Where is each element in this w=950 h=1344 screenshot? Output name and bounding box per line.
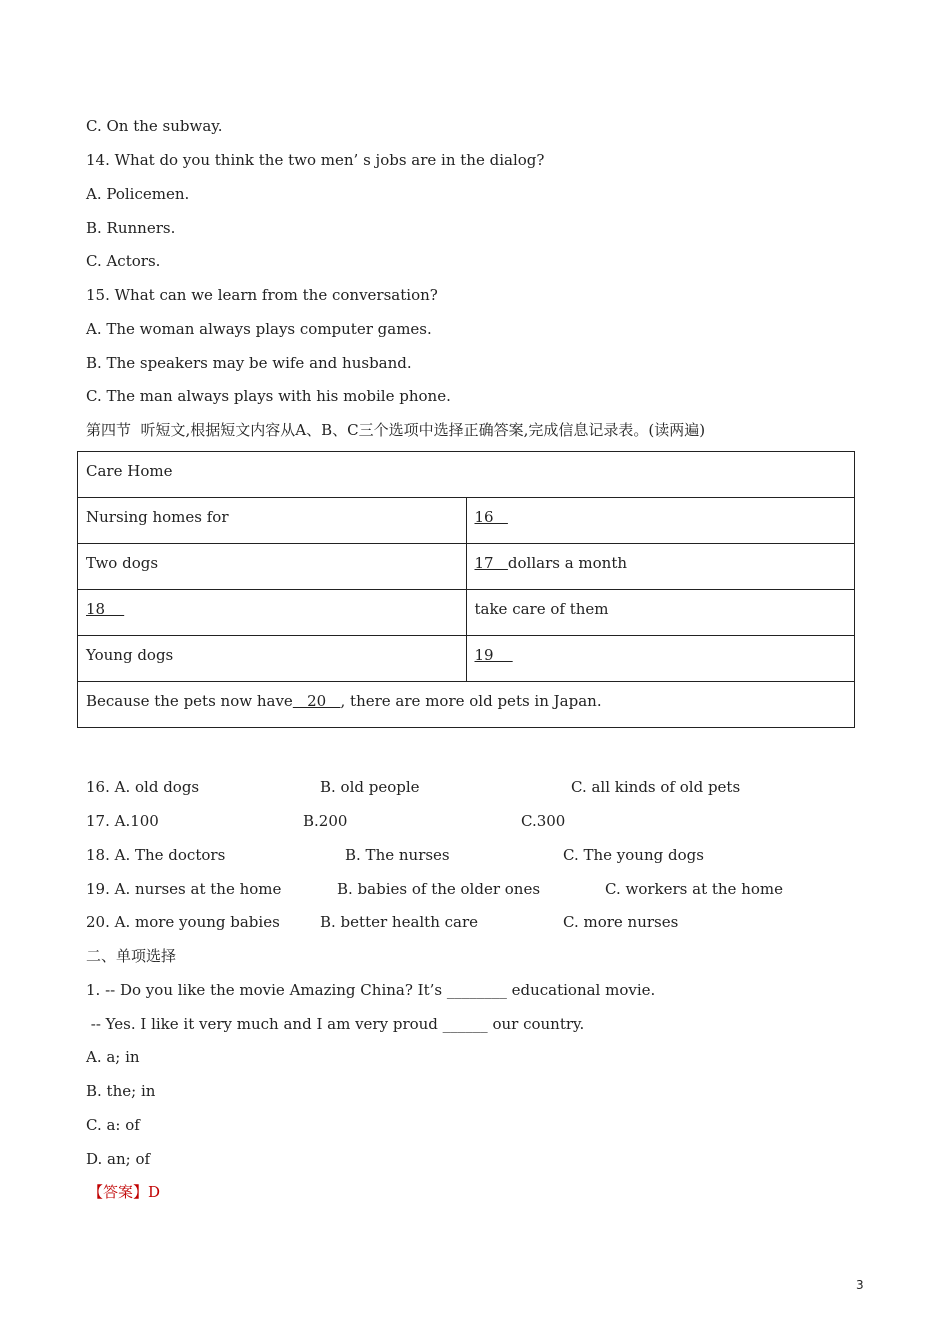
cell-text: Because the pets now have [86,692,293,710]
option-line: C. The man always plays with his mobile phone. [86,387,451,405]
page-number: 3 [856,1278,864,1292]
section-heading: 二、单项选择 [86,947,177,965]
section-heading: 第四节 听短文,根据短文内容从A、B、C三个选项中选择正确答案,完成信息记录表。(读两遍) [86,421,706,439]
cell-text: , there are more old pets in Japan. [340,692,602,710]
question-15: 15. What can we learn from the conversation? [86,286,438,304]
table-cell: Two dogs [78,544,467,590]
option-b-19: B. babies of the older ones [337,880,541,898]
option-b-16: B. old people [320,778,420,796]
cell-text: dollars a month [507,554,628,572]
table-row [78,590,855,636]
option-c-17: C.300 [521,812,566,830]
answer-label: 【答案】 [88,1183,149,1201]
question-1-reply: -- Yes. I like it very much and I am very proud ______ our country. [86,1015,585,1033]
answer-value: D [148,1183,161,1201]
option-b-17: B.200 [303,812,348,830]
option-a-16: 16. A. old dogs [86,778,200,796]
option-line: B. The speakers may be wife and husband. [86,354,412,372]
option-line: A. Policemen. [86,185,190,203]
option-c-20: C. more nurses [563,913,679,931]
choice-a: A. a; in [86,1048,140,1066]
option-a-17: 17. A.100 [86,812,159,830]
table-title: Care Home [78,452,855,498]
question-14: 14. What do you think the two men’ s jobs are in the dialog? [86,151,545,169]
option-c-16: C. all kinds of old pets [571,778,741,796]
option-a-19: 19. A. nurses at the home [86,880,282,898]
blank-18: 18 [86,600,125,618]
table-cell: Young dogs [78,636,467,682]
text-line: C. On the subway. [86,117,223,135]
choice-b: B. the; in [86,1082,156,1100]
option-c-18: C. The young dogs [563,846,704,864]
option-a-18: 18. A. The doctors [86,846,226,864]
choice-d: D. an; of [86,1150,151,1168]
option-a-20: 20. A. more young babies [86,913,280,931]
table-row [78,544,855,590]
table-cell [78,590,467,636]
table-row [78,636,855,682]
info-record-table [77,451,855,728]
table-cell: take care of them [466,590,855,636]
table-cell: Nursing homes for [78,498,467,544]
option-line: B. Runners. [86,219,176,237]
option-b-20: B. better health care [320,913,479,931]
blank-20: 20 [292,692,341,710]
option-c-19: C. workers at the home [605,880,783,898]
table-cell [466,544,855,590]
question-1: 1. -- Do you like the movie Amazing China? It’s ________ educational movie. [86,981,656,999]
table-cell [466,498,855,544]
option-b-18: B. The nurses [345,846,450,864]
choice-c: C. a: of [86,1116,140,1134]
table-cell [78,682,855,728]
table-cell [466,636,855,682]
option-line: A. The woman always plays computer games. [86,320,432,338]
table-row [78,682,855,728]
blank-19: 19 [474,646,513,664]
table-row [78,498,855,544]
answer [88,1182,160,1202]
option-line: C. Actors. [86,252,161,270]
blank-16: 16 [474,508,508,526]
blank-17: 17 [474,554,508,572]
